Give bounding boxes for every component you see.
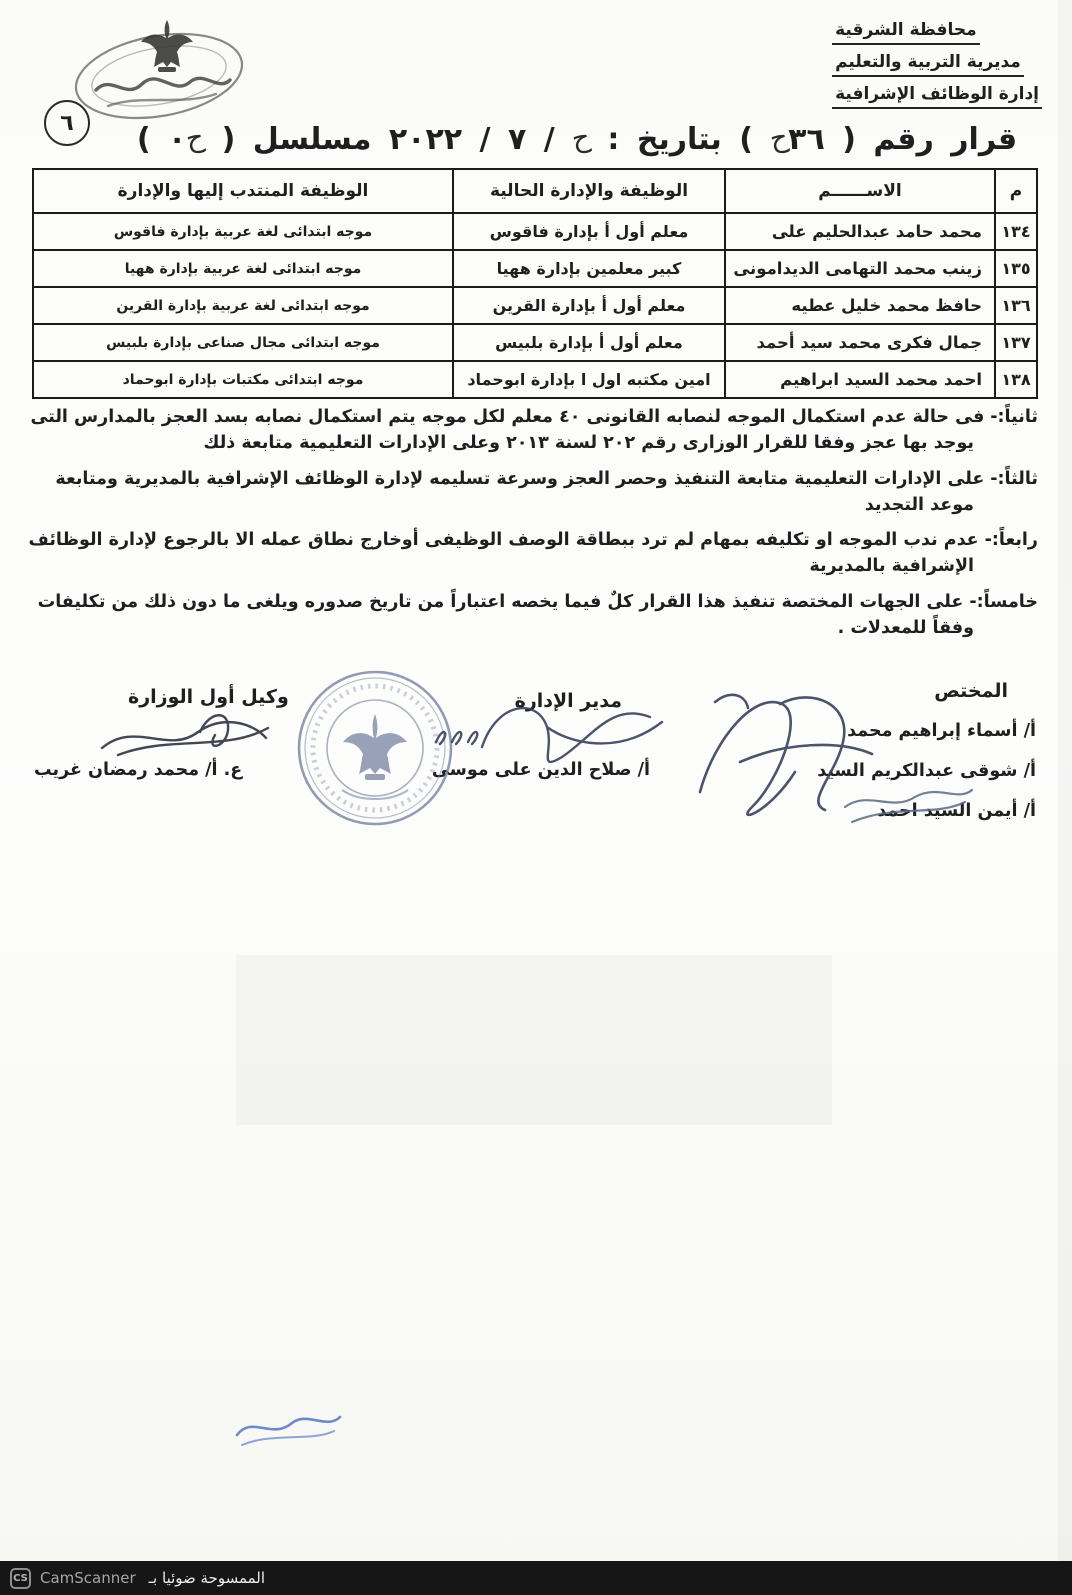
circled-page-number: ٦ [44, 100, 90, 146]
signature-name: أ/ شوقى عبدالكريم السيد [817, 761, 1036, 781]
cell-name: احمد محمد السيد ابراهيم [725, 361, 995, 398]
clause-label: ثالثاً:- [990, 468, 1038, 489]
col-header-name: الاســــــم [725, 169, 995, 213]
scan-artifact-edge-shade [1058, 0, 1072, 1595]
cell-name: حافظ محمد خليل عطيه [725, 287, 995, 324]
clause-text: فى حالة عدم استكمال الموجه لنصابه القانونى ٤٠ معلم لكل موجه يتم استكمال نصابه بسد العجز بالمدارس التى يوجد بها عجز وفقا للقرار الوزارى رقم ٢٠٢ لسنة ٢٠١٣ وعلى الإدارات التعليمية متابعة ذلك [30, 407, 985, 454]
cell-current-job: معلم أول أ بإدارة بلبيس [453, 324, 725, 361]
org-header-block [832, 20, 1042, 116]
title-text: ) بتاريخ : [589, 122, 771, 157]
signature-director-ink [436, 708, 662, 762]
signatures-and-stamp-layer [0, 640, 1072, 875]
scanned-with-text: الممسوحة ضوئيا بـ [148, 1569, 266, 1587]
signature-name: أ/ صلاح الدين على موسى [431, 760, 650, 780]
cell-no: ١٣٤ [995, 213, 1037, 250]
clause-label: ثانياً:- [990, 407, 1038, 427]
cell-no: ١٣٧ [995, 324, 1037, 361]
title-text: ٠ ) [136, 122, 187, 157]
ministry-logo [64, 2, 254, 132]
clause-third [24, 466, 1038, 519]
cell-current-job: امين مكتبه اول ا بإدارة ابوحماد [453, 361, 725, 398]
table-row [33, 324, 1037, 361]
cell-current-job: كبير معلمين بإدارة ههيا [453, 250, 725, 287]
secondment-table [32, 168, 1038, 399]
table-row [33, 213, 1037, 250]
cell-current-job: معلم أول أ بإدارة فاقوس [453, 213, 725, 250]
clause-text: على الإدارات التعليمية متابعة التنفيذ وحصر العجز وسرعة تسليمه لإدارة الوظائف الإشرافية بالمديرية ومتابعة موعد التجديد [55, 468, 985, 515]
handwritten-mark: ح [183, 119, 207, 156]
blue-handwriting-mark [232, 1405, 347, 1455]
signature-title-specialist: المختص [934, 680, 1008, 702]
col-header-no: م [995, 169, 1037, 213]
table-row [33, 287, 1037, 324]
camscanner-footer-bar [0, 1561, 1072, 1595]
signature-name: أ/ أسماء إبراهيم محمد [847, 721, 1036, 741]
handwritten-mark: ح [569, 119, 593, 156]
clause-text: على الجهات المختصة تنفيذ هذا القرار كلٌ فيما يخصه اعتباراً من تاريخ صدوره ويلغى ما دون ذلك من تكليفات وفقاً للمعدلات . [37, 591, 974, 638]
clause-fifth [24, 589, 1038, 642]
cell-name: محمد حامد عبدالحليم على [725, 213, 995, 250]
col-header-current-job: الوظيفة والإدارة الحالية [453, 169, 725, 213]
cell-current-job: معلم أول أ بإدارة القرين [453, 287, 725, 324]
table-row [33, 361, 1037, 398]
cell-seconded-job: موجه ابتدائى لغة عربية بإدارة ههيا [33, 250, 453, 287]
col-header-seconded-job: الوظيفة المنتدب إليها والإدارة [33, 169, 453, 213]
signature-title-undersecretary: وكيل أول الوزارة [128, 686, 289, 708]
cell-seconded-job: موجه ابتدائى مجال صناعى بإدارة بلبيس [33, 324, 453, 361]
cell-name: جمال فكرى محمد سيد أحمد [725, 324, 995, 361]
cell-no: ١٣٦ [995, 287, 1037, 324]
scan-artifact-watermark [236, 955, 832, 1125]
signature-name: ع. أ/ محمد رمضان غريب [34, 760, 243, 780]
handwritten-mark: ح [767, 119, 791, 156]
official-stamp-icon [299, 672, 451, 824]
org-line-department: إدارة الوظائف الإشرافية [832, 84, 1042, 109]
org-line-directorate: مديرية التربية والتعليم [832, 52, 1024, 77]
ministry-emblem-icon [64, 2, 254, 132]
signature-undersecretary-ink [102, 715, 268, 755]
clause-text: عدم ندب الموجه او تكليفه بمهام لم ترد ببطاقة الوصف الوظيفى أوخارج نطاق عمله الا بالرجوع لإدارة الوظائف الإشرافية بالمديرية [28, 530, 979, 577]
cell-name: زينب محمد التهامى الديدامونى [725, 250, 995, 287]
title-text: قرار رقم ( ٣٦ [788, 122, 1018, 157]
decree-clauses [24, 404, 1038, 650]
table-row [33, 250, 1037, 287]
signature-name: أ/ أيمن السيد احمد [877, 801, 1036, 821]
clause-second [24, 404, 1038, 457]
camscanner-brand-text: CamScanner [40, 1569, 136, 1587]
clause-label: رابعاً:- [984, 530, 1038, 550]
cell-no: ١٣٥ [995, 250, 1037, 287]
cell-seconded-job: موجه ابتدائى مكتبات بإدارة ابوحماد [33, 361, 453, 398]
camscanner-logo-icon: CS [10, 1568, 31, 1589]
table-header-row [33, 169, 1037, 213]
cell-seconded-job: موجه ابتدائى لغة عربية بإدارة القرين [33, 287, 453, 324]
cell-no: ١٣٨ [995, 361, 1037, 398]
decree-title [110, 119, 1044, 157]
clause-label: خامساً:- [969, 591, 1038, 612]
clause-fourth [24, 527, 1038, 580]
cell-seconded-job: موجه ابتدائى لغة عربية بإدارة فاقوس [33, 213, 453, 250]
signature-title-director: مدير الإدارة [514, 690, 622, 712]
org-line-governorate: محافظة الشرقية [832, 20, 980, 45]
title-text: / ٧ / ٢٠٢٢ مسلسل ( [204, 122, 573, 157]
signature-specialist-ink [700, 695, 872, 815]
